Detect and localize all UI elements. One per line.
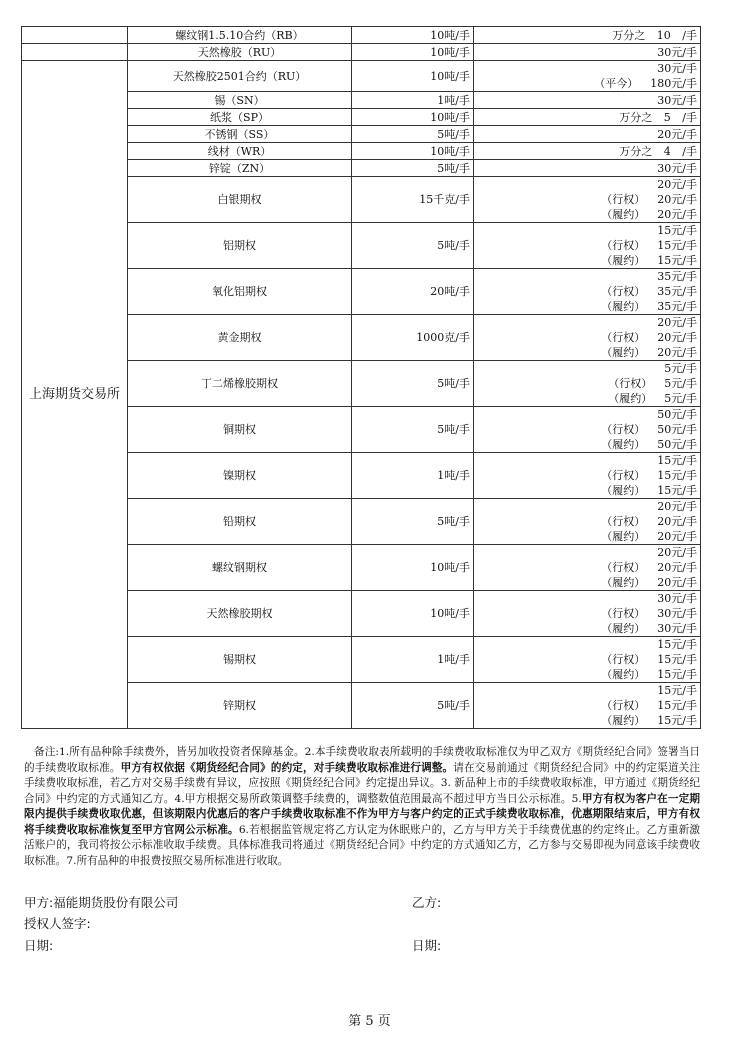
trading-unit: 5吨/手 — [352, 499, 474, 545]
fee-cell — [474, 109, 701, 126]
fee-type-label: （履约） — [601, 622, 646, 635]
fee-line — [474, 127, 700, 142]
fee-line — [474, 575, 700, 590]
trading-unit: 15千克/手 — [352, 177, 474, 223]
fee-cell — [474, 545, 701, 591]
fee-line — [474, 110, 700, 125]
fee-cell — [474, 637, 701, 683]
fee-value: 万分之 5 /手 — [619, 110, 697, 124]
product-name: 铅期权 — [128, 499, 352, 545]
fee-line — [474, 499, 700, 514]
fee-value: 20元/手 — [657, 576, 697, 589]
table-row — [22, 44, 701, 61]
fee-type-label: （履约） — [601, 438, 646, 451]
fee-value: 20元/手 — [657, 208, 697, 221]
fee-cell — [474, 407, 701, 453]
fee-line — [474, 529, 700, 544]
trading-unit: 5吨/手 — [352, 160, 474, 177]
trading-unit: 10吨/手 — [352, 27, 474, 44]
fee-value: 30元/手 — [657, 93, 697, 107]
fee-value: 15元/手 — [657, 684, 697, 697]
fee-type-label: （履约） — [601, 484, 646, 497]
fee-line — [474, 683, 700, 698]
product-name: 螺纹钢期权 — [128, 545, 352, 591]
fee-type-label: （履约） — [601, 576, 646, 589]
remarks-segment: 6.若根据监管规定将乙方认定为休眠账户的，乙方与甲方关于手续费优惠的约定终止。乙方重新激活账户的，我司将按公示标准收取手续费。具体标准我司将通过《期货经纪合同》中约定的方式通知乙方，乙方参与交易即视为同意该手续费收取标准。7.所有品种的申报费按照交易所标准进行收取。 — [24, 823, 701, 867]
fee-line — [474, 315, 700, 330]
fee-type-label: （履约） — [601, 530, 646, 543]
fee-line — [474, 330, 700, 345]
fee-cell — [474, 453, 701, 499]
fee-type-label: （履约） — [601, 714, 646, 727]
fee-line — [474, 637, 700, 652]
table-row — [22, 27, 701, 44]
fee-type-label: （平今） — [594, 77, 639, 90]
fee-line — [474, 468, 700, 483]
product-name: 丁二烯橡胶期权 — [128, 361, 352, 407]
fee-value: 万分之 10 /手 — [612, 28, 697, 42]
trading-unit: 10吨/手 — [352, 109, 474, 126]
fee-cell — [474, 44, 701, 61]
product-name: 天然橡胶2501合约（RU） — [128, 61, 352, 92]
fee-value: 15元/手 — [657, 454, 697, 467]
table-row — [22, 61, 701, 92]
fee-value: 30元/手 — [657, 607, 697, 620]
product-name: 铜期权 — [128, 407, 352, 453]
fee-value: 5元/手 — [664, 392, 697, 405]
fee-cell — [474, 361, 701, 407]
product-name: 螺纹钢1.5.10合约（RB） — [128, 27, 352, 44]
product-name: 纸浆（SP） — [128, 109, 352, 126]
fee-value: 35元/手 — [657, 270, 697, 283]
fee-cell — [474, 143, 701, 160]
fee-value: 15元/手 — [657, 224, 697, 237]
product-name: 天然橡胶期权 — [128, 591, 352, 637]
product-name: 镍期权 — [128, 453, 352, 499]
product-name: 白银期权 — [128, 177, 352, 223]
fee-line — [474, 284, 700, 299]
fee-value: 15元/手 — [657, 254, 697, 267]
fee-line — [474, 652, 700, 667]
fee-line — [474, 437, 700, 452]
product-name: 锡（SN） — [128, 92, 352, 109]
fee-line — [474, 345, 700, 360]
fee-type-label: （行权） — [601, 331, 646, 344]
product-name: 锌期权 — [128, 683, 352, 729]
fee-line — [474, 299, 700, 314]
fee-line — [474, 560, 700, 575]
fee-line — [474, 253, 700, 268]
fee-type-label: （履约） — [601, 208, 646, 221]
fee-value: 30元/手 — [657, 62, 697, 75]
trading-unit: 5吨/手 — [352, 407, 474, 453]
remarks-segment: 请在交易前通过《期货经纪合同》中的约定渠道关注手续费收取标准，若乙方对交易手续费有异议，应按照《期货经纪合同》约定提出异议。3. 新品种上市的手续费收取标准，甲方通过《期货经纪合同》中约定的方式通知乙方。4.甲方根据交易所政策调整手续费的，调整数值范围最高不超过甲方当日公示标准。5. — [24, 761, 701, 805]
fee-line — [474, 422, 700, 437]
fee-line — [474, 698, 700, 713]
date-b-label: 日期: — [412, 938, 442, 953]
fee-line — [474, 76, 700, 91]
fee-value: 30元/手 — [657, 161, 697, 175]
fee-line — [474, 93, 700, 108]
fee-type-label: （行权） — [601, 515, 646, 528]
fee-value: 50元/手 — [657, 438, 697, 451]
exchange-name: 上海期货交易所 — [22, 61, 128, 729]
fee-value: 20元/手 — [657, 500, 697, 513]
fee-type-label: （履约） — [608, 392, 653, 405]
authorized-signature-label: 授权人签字: — [24, 916, 91, 931]
fee-line — [474, 269, 700, 284]
fee-value: 20元/手 — [657, 127, 697, 141]
fee-value: 35元/手 — [657, 300, 697, 313]
trading-unit: 1吨/手 — [352, 453, 474, 499]
fee-cell — [474, 126, 701, 143]
fee-value: 15元/手 — [657, 668, 697, 681]
fee-table-body — [22, 27, 701, 729]
remarks-bold-segment: 甲方有权为客户在一定期限内提供手续费收取优惠，但该期限内优惠后的客户手续费收取标准不作为甲方与客户约定的正式手续费收取标准，优惠期限结束后，甲方有权将手续费收取标准恢复至甲方官网公示标准。 — [24, 792, 700, 836]
product-name: 黄金期权 — [128, 315, 352, 361]
product-name: 铝期权 — [128, 223, 352, 269]
exchange-cell-blank — [22, 44, 128, 61]
fee-value: 30元/手 — [657, 622, 697, 635]
trading-unit: 5吨/手 — [352, 223, 474, 269]
fee-cell — [474, 27, 701, 44]
fee-type-label: （行权） — [601, 699, 646, 712]
fee-line — [474, 483, 700, 498]
fee-value: 15元/手 — [657, 653, 697, 666]
fee-value: 20元/手 — [657, 178, 697, 191]
fee-type-label: （行权） — [601, 285, 646, 298]
fee-value: 20元/手 — [657, 193, 697, 206]
fee-value: 30元/手 — [657, 592, 697, 605]
fee-value: 5元/手 — [664, 362, 697, 375]
fee-value: 20元/手 — [657, 530, 697, 543]
fee-line — [474, 667, 700, 682]
fee-type-label: （行权） — [601, 653, 646, 666]
fee-cell — [474, 160, 701, 177]
fee-value: 180元/手 — [650, 77, 697, 90]
fee-value: 15元/手 — [657, 239, 697, 252]
fee-value: 30元/手 — [657, 45, 697, 59]
fee-line — [474, 545, 700, 560]
fee-cell — [474, 591, 701, 637]
fee-line — [474, 45, 700, 60]
fee-value: 5元/手 — [664, 377, 697, 390]
fee-cell — [474, 683, 701, 729]
product-name: 不锈钢（SS） — [128, 126, 352, 143]
trading-unit: 20吨/手 — [352, 269, 474, 315]
remarks-paragraph — [24, 745, 700, 869]
fee-line — [474, 223, 700, 238]
fee-line — [474, 713, 700, 728]
fee-cell — [474, 61, 701, 92]
party-b-label: 乙方: — [412, 895, 442, 910]
fee-type-label: （履约） — [601, 668, 646, 681]
fee-line — [474, 28, 700, 43]
fee-line — [474, 606, 700, 621]
trading-unit: 5吨/手 — [352, 126, 474, 143]
fee-type-label: （履约） — [601, 346, 646, 359]
fee-type-label: （行权） — [601, 423, 646, 436]
fee-line — [474, 161, 700, 176]
fee-cell — [474, 92, 701, 109]
fee-value: 15元/手 — [657, 638, 697, 651]
fee-value: 15元/手 — [657, 469, 697, 482]
party-a-label: 甲方:福能期货股份有限公司 — [24, 895, 179, 910]
fee-value: 20元/手 — [657, 316, 697, 329]
fee-line — [474, 207, 700, 222]
fee-type-label: （行权） — [601, 561, 646, 574]
product-name: 锡期权 — [128, 637, 352, 683]
product-name: 线材（WR） — [128, 143, 352, 160]
fee-line — [474, 144, 700, 159]
fee-value: 20元/手 — [657, 561, 697, 574]
trading-unit: 5吨/手 — [352, 361, 474, 407]
fee-type-label: （行权） — [601, 469, 646, 482]
fee-type-label: （行权） — [608, 377, 653, 390]
fee-cell — [474, 315, 701, 361]
fee-cell — [474, 223, 701, 269]
fee-value: 20元/手 — [657, 346, 697, 359]
trading-unit: 10吨/手 — [352, 545, 474, 591]
fee-line — [474, 591, 700, 606]
fee-value: 15元/手 — [657, 484, 697, 497]
fee-cell — [474, 177, 701, 223]
fee-type-label: （行权） — [601, 239, 646, 252]
fee-line — [474, 238, 700, 253]
trading-unit: 10吨/手 — [352, 591, 474, 637]
fee-table — [21, 26, 701, 729]
fee-cell — [474, 269, 701, 315]
fee-value: 50元/手 — [657, 423, 697, 436]
product-name: 锌锭（ZN） — [128, 160, 352, 177]
fee-line — [474, 177, 700, 192]
page-number: 第 5 页 — [348, 1014, 391, 1029]
fee-type-label: （行权） — [601, 193, 646, 206]
fee-line — [474, 192, 700, 207]
fee-line — [474, 453, 700, 468]
fee-value: 20元/手 — [657, 331, 697, 344]
fee-type-label: （履约） — [601, 300, 646, 313]
trading-unit: 5吨/手 — [352, 683, 474, 729]
fee-type-label: （履约） — [601, 254, 646, 267]
trading-unit: 1吨/手 — [352, 92, 474, 109]
fee-value: 15元/手 — [657, 699, 697, 712]
fee-value: 50元/手 — [657, 408, 697, 421]
fee-value: 35元/手 — [657, 285, 697, 298]
fee-line — [474, 376, 700, 391]
trading-unit: 10吨/手 — [352, 44, 474, 61]
remarks-segment: 备注:1.所有品种除手续费外，皆另加收投资者保障基金。2.本手续费收取表所载明的手续费收取标准仅为甲乙双方《期货经纪合同》签署当日的手续费收取标准。 — [24, 746, 700, 774]
fee-line — [474, 391, 700, 406]
fee-line — [474, 514, 700, 529]
fee-value: 万分之 4 /手 — [619, 144, 697, 158]
fee-line — [474, 361, 700, 376]
fee-value: 20元/手 — [657, 546, 697, 559]
fee-line — [474, 407, 700, 422]
fee-value: 15元/手 — [657, 714, 697, 727]
fee-type-label: （行权） — [601, 607, 646, 620]
trading-unit: 1000克/手 — [352, 315, 474, 361]
trading-unit: 1吨/手 — [352, 637, 474, 683]
fee-line — [474, 61, 700, 76]
trading-unit: 10吨/手 — [352, 143, 474, 160]
fee-cell — [474, 499, 701, 545]
trading-unit: 10吨/手 — [352, 61, 474, 92]
remarks-bold-segment: 甲方有权依据《期货经纪合同》的约定，对手续费收取标准进行调整。 — [120, 761, 454, 774]
product-name: 天然橡胶（RU） — [128, 44, 352, 61]
product-name: 氧化铝期权 — [128, 269, 352, 315]
exchange-cell-blank — [22, 27, 128, 44]
fee-line — [474, 621, 700, 636]
date-a-label: 日期: — [24, 938, 54, 953]
fee-value: 20元/手 — [657, 515, 697, 528]
